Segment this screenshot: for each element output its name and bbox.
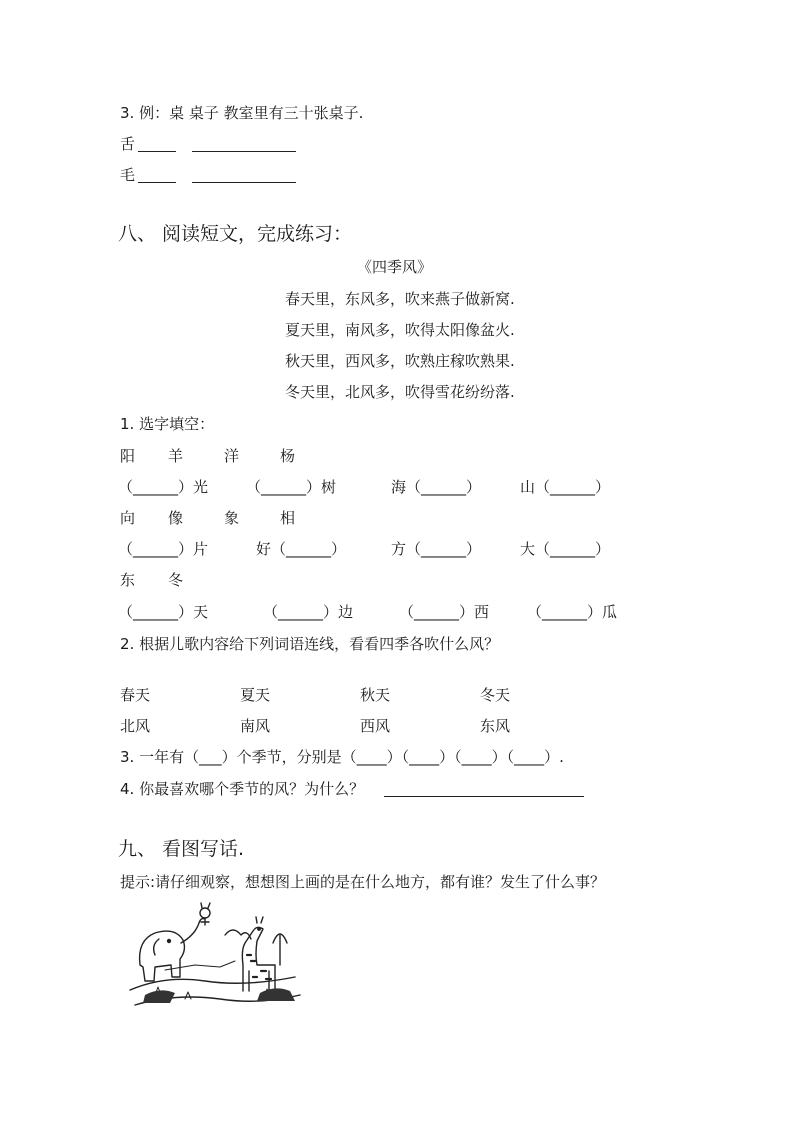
blank-mao-sentence[interactable] (192, 182, 296, 183)
blank-she-word[interactable] (138, 151, 176, 152)
fill-blank[interactable]: （______）瓜 (527, 603, 618, 621)
fill-blank[interactable]: 好（______） (256, 540, 347, 558)
season-winter[interactable]: 冬天 (480, 686, 511, 704)
season-summer[interactable]: 夏天 (240, 686, 271, 704)
section-9-heading: 九、 看图写话. (118, 838, 245, 860)
illustration-image (125, 895, 305, 1015)
fill-blank[interactable]: （______）西 (399, 603, 490, 621)
char-yang-sheep: 羊 (168, 447, 184, 465)
fill-blank[interactable]: （______）光 (118, 478, 209, 496)
char-xiang-elephant: 象 (224, 509, 240, 527)
section-8-heading: 八、 阅读短文，完成练习： (118, 223, 353, 245)
q4-answer-line[interactable] (384, 796, 584, 797)
poem-line-4: 冬天里，北风多，吹得雪花纷纷落. (285, 383, 515, 401)
wind-south[interactable]: 南风 (240, 717, 271, 735)
fill-blank[interactable]: （______）片 (118, 540, 209, 558)
fill-blank[interactable]: （______）边 (263, 603, 354, 621)
wind-west[interactable]: 西风 (360, 717, 391, 735)
example-item-mao: 毛 (120, 166, 136, 184)
fill-blank[interactable]: 大（______） (520, 540, 611, 558)
season-spring[interactable]: 春天 (120, 686, 151, 704)
char-dong-winter: 冬 (168, 571, 184, 589)
char-xiang-mutual: 相 (280, 509, 296, 527)
char-yang-poplar: 杨 (280, 447, 296, 465)
q3-text[interactable]: 3. 一年有（___）个季节，分别是（____）（____）（____）（____）. (120, 748, 564, 766)
fill-blank[interactable]: 海（______） (391, 478, 482, 496)
char-dong-east: 东 (120, 571, 136, 589)
q2-title: 2. 根据儿歌内容给下列词语连线，看看四季各吹什么风？ (120, 635, 500, 653)
season-autumn[interactable]: 秋天 (360, 686, 391, 704)
poem-title: 《四季风》 (357, 258, 433, 276)
char-yang-ocean: 洋 (224, 447, 240, 465)
char-yang-sun: 阳 (120, 447, 136, 465)
fill-blank[interactable]: 山（______） (520, 478, 611, 496)
wind-east[interactable]: 东风 (480, 717, 511, 735)
char-xiang-towards: 向 (120, 509, 136, 527)
char-xiang-like: 像 (168, 509, 184, 527)
section-9-hint: 提示:请仔细观察，想想图上画的是在什么地方，都有谁？发生了什么事？ (120, 873, 606, 891)
blank-she-sentence[interactable] (192, 151, 296, 152)
example-item-she: 舌 (120, 135, 136, 153)
poem-line-2: 夏天里，南风多，吹得太阳像盆火. (285, 321, 515, 339)
fill-blank[interactable]: （______）树 (246, 478, 337, 496)
example-line: 3. 例：桌 桌子 教室里有三十张桌子. (120, 104, 364, 122)
poem-line-3: 秋天里，西风多，吹熟庄稼吹熟果. (285, 352, 515, 370)
poem-line-1: 春天里，东风多，吹来燕子做新窝. (285, 290, 515, 308)
fill-blank[interactable]: （______）天 (118, 603, 209, 621)
fill-blank[interactable]: 方（______） (391, 540, 482, 558)
q1-title: 1. 选字填空： (120, 415, 215, 433)
q4-text: 4. 你最喜欢哪个季节的风？为什么？ (120, 780, 365, 798)
blank-mao-word[interactable] (138, 182, 176, 183)
wind-north[interactable]: 北风 (120, 717, 151, 735)
